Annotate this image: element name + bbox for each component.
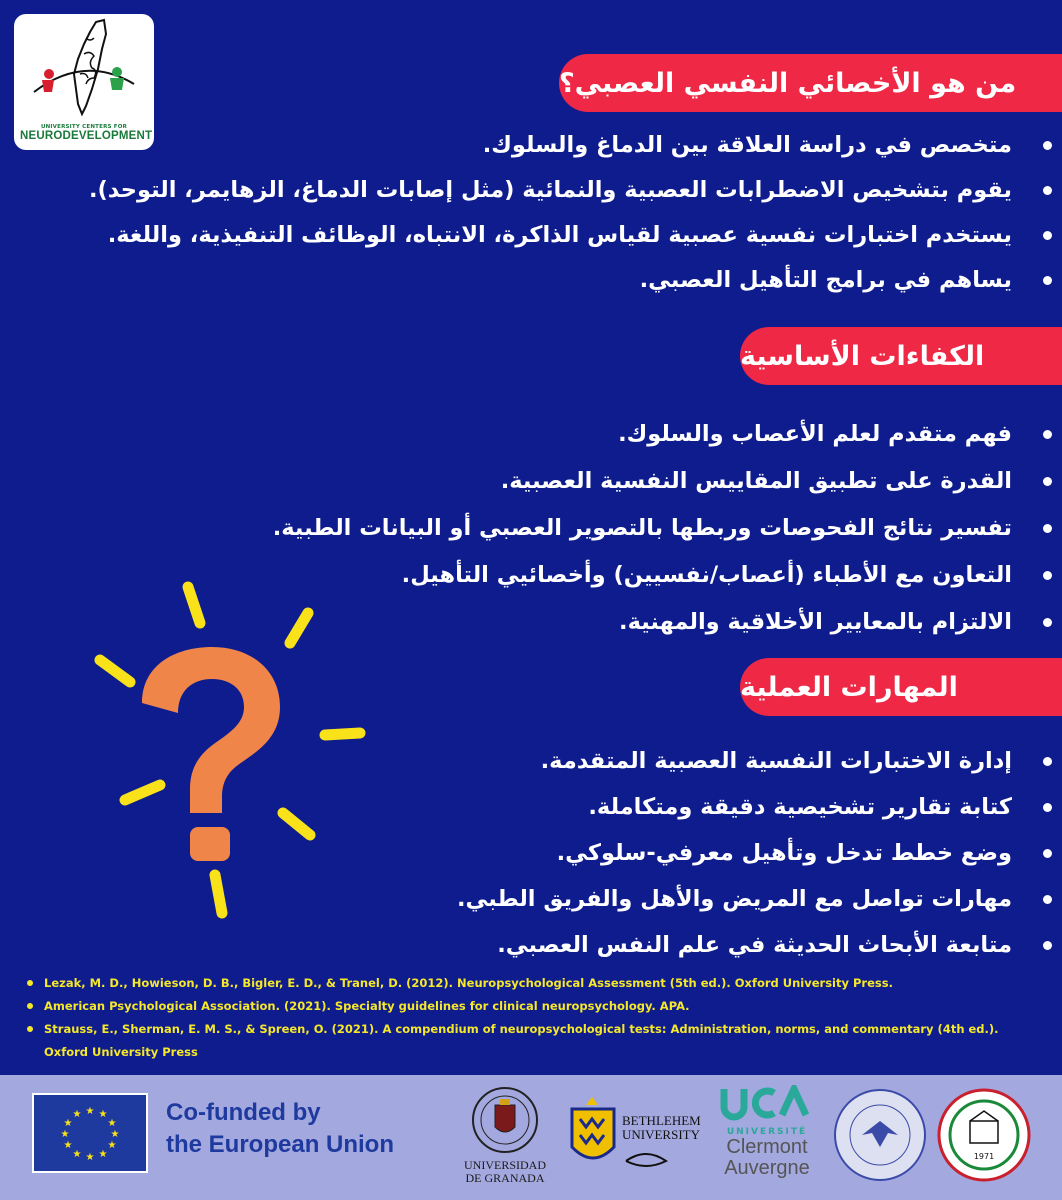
hebron-seal-icon bbox=[936, 1087, 1032, 1183]
bethlehem-logo bbox=[566, 1091, 706, 1190]
reference-item: Lezak, M. D., Howieson, D. B., Bigler, E. D., & Tranel, D. (2012). Neuropsychological Assessment (5th ed.). Oxford University Press. bbox=[24, 972, 1042, 995]
bullet-icon bbox=[27, 980, 33, 986]
uca-mark-icon bbox=[712, 1085, 822, 1123]
bullet-icon bbox=[1043, 895, 1052, 904]
reference-item: American Psychological Association. (2021). Specialty guidelines for clinical neuropsychology. APA. bbox=[24, 995, 1042, 1018]
svg-text:★: ★ bbox=[63, 1118, 73, 1129]
palestine-map-logo-icon bbox=[14, 14, 154, 124]
bullet-icon bbox=[1043, 430, 1052, 439]
bullet-icon bbox=[1043, 571, 1052, 580]
bullet-icon bbox=[1043, 141, 1052, 150]
svg-text:★: ★ bbox=[107, 1140, 117, 1151]
section-title-practical-skills: المهارات العملية bbox=[740, 658, 1062, 716]
bullet-icon bbox=[1043, 618, 1052, 627]
granada-logo: UNIVERSIDAD DE GRANADA bbox=[455, 1085, 555, 1185]
list-item: التعاون مع الأطباء (أعصاب/نفسيين) وأخصائيي التأهيل. bbox=[273, 560, 1052, 590]
footer-partners bbox=[0, 1075, 1062, 1200]
svg-text:★: ★ bbox=[60, 1129, 70, 1140]
svg-text:★: ★ bbox=[85, 1106, 95, 1117]
logo-line2: NEURODEVELOPMENT bbox=[20, 130, 153, 142]
bullet-icon bbox=[1043, 231, 1052, 240]
list-item: يساهم في برامج التأهيل العصبي. bbox=[89, 265, 1052, 295]
list-item: متابعة الأبحاث الحديثة في علم النفس العصبي. bbox=[457, 930, 1052, 960]
section-title-competencies: الكفاءات الأساسية bbox=[740, 327, 1062, 385]
bullet-icon bbox=[1043, 276, 1052, 285]
references-list bbox=[24, 972, 1042, 1064]
bethlehem-shield-icon bbox=[566, 1091, 706, 1186]
svg-text:1971: 1971 bbox=[973, 1152, 995, 1161]
section2-list bbox=[273, 419, 1052, 637]
question-mark-icon bbox=[50, 575, 380, 925]
bullet-icon bbox=[1043, 849, 1052, 858]
bullet-icon bbox=[27, 1026, 33, 1032]
section3-list bbox=[457, 746, 1052, 960]
svg-text:★: ★ bbox=[110, 1129, 120, 1140]
logo-line1: UNIVERSITY CENTERS FOR bbox=[40, 124, 128, 130]
reference-item: Strauss, E., Sherman, E. M. S., & Spreen, O. (2021). A compendium of neuropsychological tests: Administration, norms, and commentary (4th ed.). Oxford University Press bbox=[24, 1018, 1042, 1064]
list-item: إدارة الاختبارات النفسية العصبية المتقدمة. bbox=[457, 746, 1052, 776]
svg-text:UNIVERSITY: UNIVERSITY bbox=[622, 1127, 700, 1142]
svg-text:BETHLEHEM: BETHLEHEM bbox=[622, 1113, 701, 1128]
najah-seal-icon bbox=[832, 1087, 928, 1183]
hebron-logo bbox=[936, 1087, 1032, 1187]
svg-text:★: ★ bbox=[98, 1149, 108, 1160]
section-title-who: من هو الأخصائي النفسي العصبي؟ bbox=[559, 54, 1062, 112]
eu-flag-icon bbox=[32, 1093, 148, 1173]
list-item: الالتزام بالمعايير الأخلاقية والمهنية. bbox=[273, 607, 1052, 637]
list-item: القدرة على تطبيق المقاييس النفسية العصبية. bbox=[273, 466, 1052, 496]
granada-seal-icon bbox=[470, 1085, 540, 1155]
list-item: وضع خطط تدخل وتأهيل معرفي-سلوكي. bbox=[457, 838, 1052, 868]
bullet-icon bbox=[1043, 524, 1052, 533]
section1-list bbox=[89, 130, 1052, 295]
svg-text:★: ★ bbox=[63, 1140, 73, 1151]
svg-text:★: ★ bbox=[98, 1109, 108, 1120]
svg-text:★: ★ bbox=[107, 1118, 117, 1129]
svg-text:★: ★ bbox=[72, 1149, 82, 1160]
list-item: كتابة تقارير تشخيصية دقيقة ومتكاملة. bbox=[457, 792, 1052, 822]
list-item: مهارات تواصل مع المريض والأهل والفريق الطبي. bbox=[457, 884, 1052, 914]
uca-logo: UNIVERSITÉ Clermont Auvergne bbox=[712, 1085, 822, 1179]
svg-text:★: ★ bbox=[72, 1109, 82, 1120]
bullet-icon bbox=[1043, 941, 1052, 950]
list-item: تفسير نتائج الفحوصات وربطها بالتصوير العصبي أو البيانات الطبية. bbox=[273, 513, 1052, 543]
list-item: متخصص في دراسة العلاقة بين الدماغ والسلوك. bbox=[89, 130, 1052, 160]
list-item: يستخدم اختبارات نفسية عصبية لقياس الذاكرة، الانتباه، الوظائف التنفيذية، واللغة. bbox=[89, 220, 1052, 250]
list-item: يقوم بتشخيص الاضطرابات العصبية والنمائية (مثل إصابات الدماغ، الزهايمر، التوحد). bbox=[89, 175, 1052, 205]
eu-cofunded-text: Co-funded by the European Union bbox=[166, 1099, 394, 1158]
bullet-icon bbox=[1043, 803, 1052, 812]
svg-text:★: ★ bbox=[85, 1152, 95, 1163]
najah-logo bbox=[830, 1087, 930, 1187]
bullet-icon bbox=[27, 1003, 33, 1009]
list-item: فهم متقدم لعلم الأعصاب والسلوك. bbox=[273, 419, 1052, 449]
bullet-icon bbox=[1043, 757, 1052, 766]
bullet-icon bbox=[1043, 186, 1052, 195]
bullet-icon bbox=[1043, 477, 1052, 486]
